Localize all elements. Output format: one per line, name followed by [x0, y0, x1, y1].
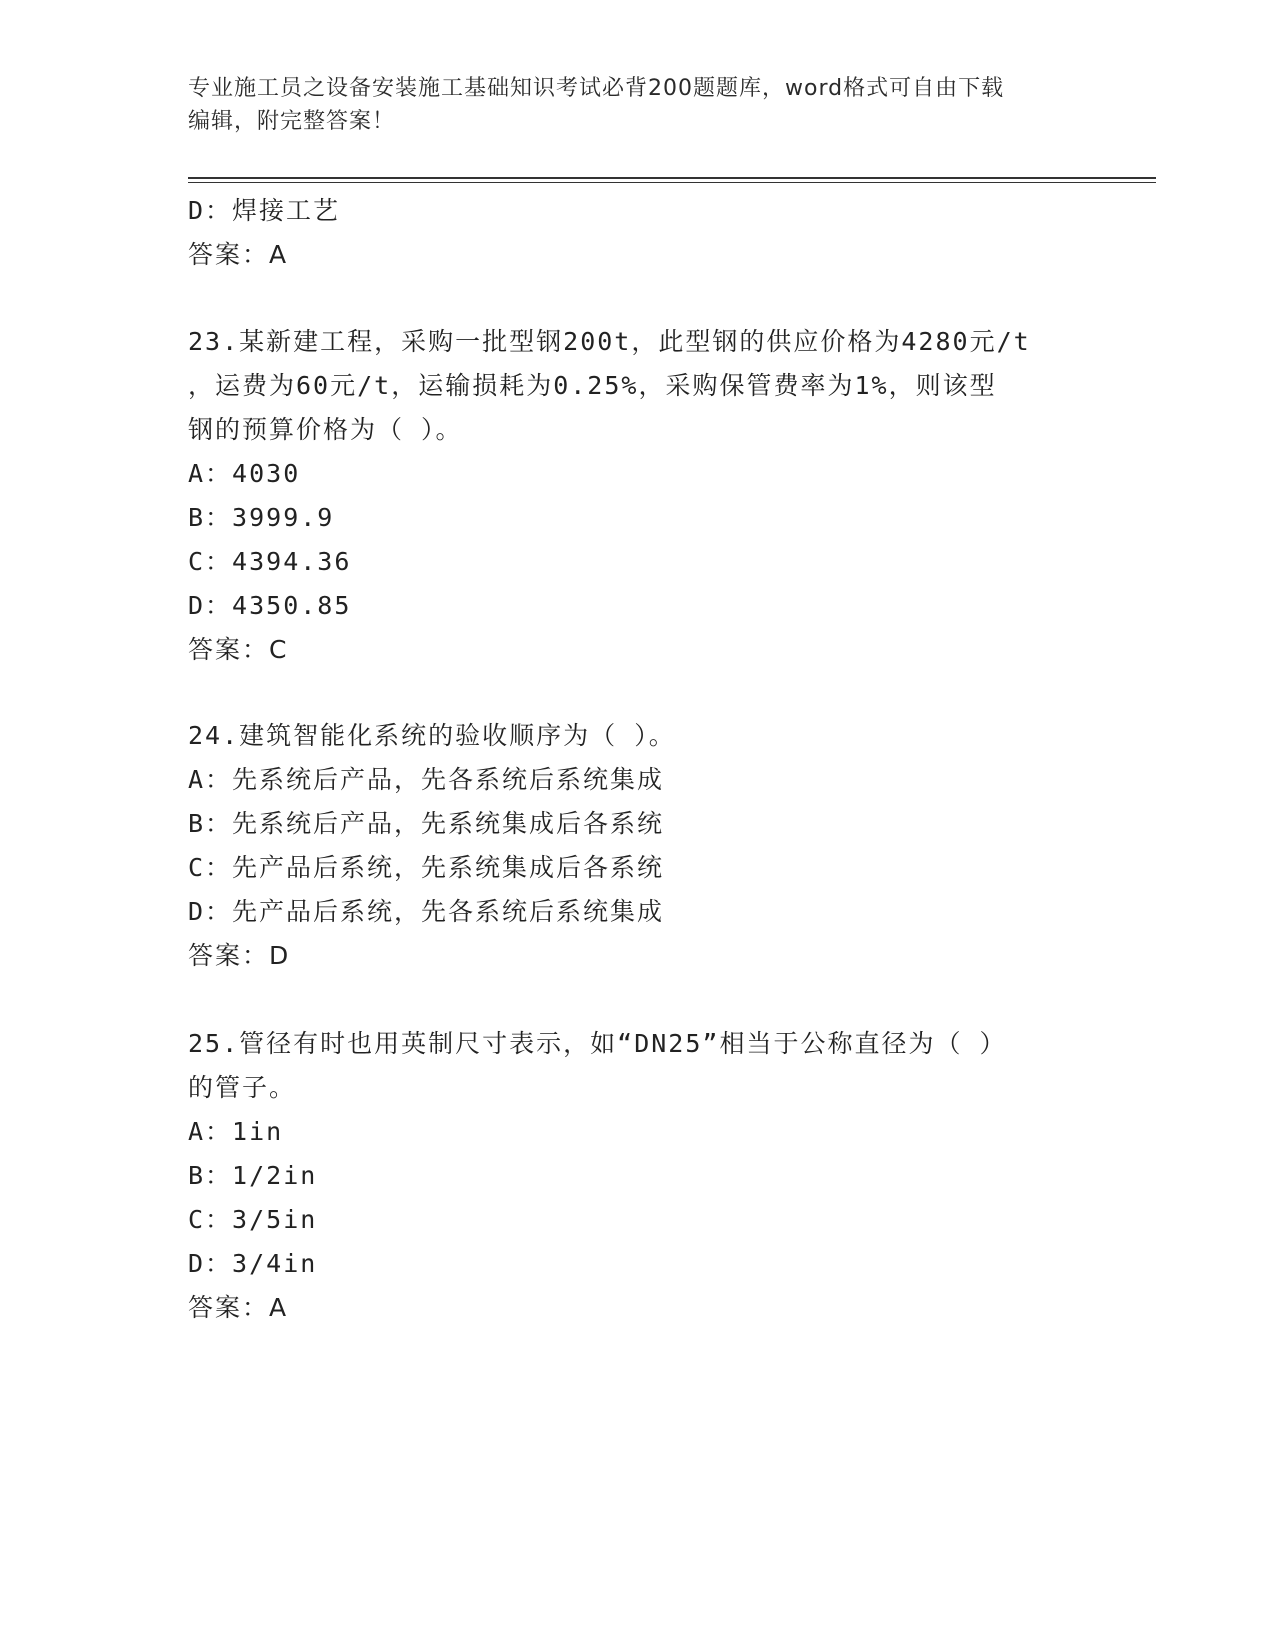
q23-option-b: B：3999.9 [188, 503, 335, 532]
q24-text-line-1: 24.建筑智能化系统的验收顺序为（ ）。 [188, 721, 676, 750]
q23-option-a: A：4030 [188, 459, 301, 488]
header-divider-thin [188, 182, 1156, 183]
q25-text-line-1: 25.管径有时也用英制尺寸表示，如“DN25”相当于公称直径为（ ） [188, 1029, 1007, 1058]
q24-answer: 答案：D [188, 941, 291, 970]
q25-answer: 答案：A [188, 1293, 289, 1322]
q23-text-line-3: 钢的预算价格为（ ）。 [188, 415, 463, 444]
q25-option-b: B：1/2in [188, 1161, 318, 1190]
document-header [188, 72, 1088, 138]
q23-text-line-1: 23.某新建工程，采购一批型钢200t，此型钢的供应价格为4280元/t [188, 327, 1031, 356]
prev-answer: 答案：A [188, 240, 289, 269]
q24-option-c: C：先产品后系统，先系统集成后各系统 [188, 853, 665, 882]
q23-option-c: C：4394.36 [188, 547, 352, 576]
q25-text-line-2: 的管子。 [188, 1073, 297, 1102]
q23-text-line-2: ，运费为60元/t，运输损耗为0.25%，采购保管费率为1%，则该型 [188, 371, 997, 400]
q23-option-d: D：4350.85 [188, 591, 352, 620]
header-line-2: 编辑，附完整答案！ [188, 109, 396, 134]
header-line-1: 专业施工员之设备安装施工基础知识考试必背200题题库，word格式可自由下载 [188, 76, 1005, 101]
q25-option-d: D：3/4in [188, 1249, 318, 1278]
q25-option-a: A：1in [188, 1117, 284, 1146]
q24-option-a: A：先系统后产品，先各系统后系统集成 [188, 765, 665, 794]
prev-option-d: D：焊接工艺 [188, 196, 341, 225]
q24-option-b: B：先系统后产品，先系统集成后各系统 [188, 809, 665, 838]
q24-option-d: D：先产品后系统，先各系统后系统集成 [188, 897, 665, 926]
q25-option-c: C：3/5in [188, 1205, 318, 1234]
header-divider-thick [188, 177, 1156, 179]
q23-answer: 答案：C [188, 635, 289, 664]
